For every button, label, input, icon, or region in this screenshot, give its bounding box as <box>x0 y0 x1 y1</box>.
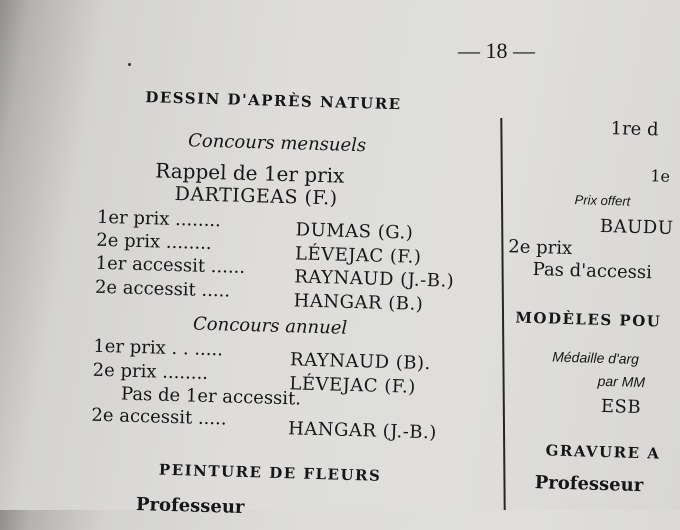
entry-rank: 1er prix <box>93 335 167 359</box>
list-item <box>96 206 222 232</box>
entry-dots: ........ <box>161 361 209 384</box>
entry-rank: 1er prix <box>96 206 170 230</box>
list-item <box>96 229 212 255</box>
right-line-2: 1e <box>650 166 671 186</box>
right-pas-accessit: Pas d'accessi <box>532 258 653 284</box>
list-item <box>95 252 246 278</box>
professeur-partial: Professeur <box>135 493 245 519</box>
column-divider <box>500 118 505 510</box>
ink-speck <box>128 63 131 66</box>
entry-dots: ..... <box>197 407 227 430</box>
list-item <box>93 335 224 361</box>
subsection-title-annuel: Concours annuel <box>192 313 348 339</box>
list-item <box>92 359 209 384</box>
par-mm-line: par MM <box>597 372 646 391</box>
section-title-modeles: MODÈLES POU <box>515 308 662 331</box>
list-item <box>91 404 227 430</box>
entry-name: RAYNAUD (J.-B.) <box>294 266 455 292</box>
entry-rank: 1er accessit <box>95 252 206 277</box>
entry-rank: 2e prix <box>92 359 157 383</box>
entry-dots: ........ <box>174 208 222 232</box>
right-prix-2: 2e prix <box>508 236 573 260</box>
entry-name: LÉVEJAC (F.) <box>294 243 422 268</box>
entry-name: HANGAR (J.-B.) <box>287 418 438 444</box>
right-line-1: 1re d <box>610 118 659 141</box>
entry-rank: 2e accessit <box>94 276 197 301</box>
pas-accessit-note: Pas de 1er accessit. <box>120 383 302 410</box>
section-title-dessin: DESSIN D'APRÈS NATURE <box>145 88 402 114</box>
rappel-label: Rappel de 1er prix <box>154 158 345 188</box>
section-title-peinture: PEINTURE DE FLEURS <box>158 460 382 485</box>
subsection-title-mensuels: Concours mensuels <box>187 130 367 157</box>
entry-rank: 2e accessit <box>91 404 193 429</box>
baudu-name: BAUDU <box>599 215 674 239</box>
entry-name: HANGAR (B.) <box>293 290 424 315</box>
entry-name: RAYNAUD (B). <box>289 349 432 375</box>
entry-name: LÉVEJAC (F.) <box>289 373 417 398</box>
prix-offert: Prix offert <box>574 192 631 209</box>
medaille-line: Médaille d'arg <box>552 348 640 367</box>
entry-dots: . . ..... <box>171 337 224 361</box>
entry-dots: ...... <box>210 255 246 278</box>
rappel-name: DARTIGEAS (F.) <box>174 182 338 210</box>
right-professeur: Professeur <box>534 472 644 497</box>
entry-name: DUMAS (G.) <box>295 219 414 244</box>
entry-dots: ..... <box>201 279 231 302</box>
page-number: — 18 — <box>458 38 535 63</box>
esb-name: ESB <box>600 395 642 419</box>
entry-rank: 2e prix <box>96 229 161 253</box>
entry-dots: ........ <box>165 231 212 255</box>
list-item <box>94 276 231 302</box>
section-title-gravure: GRAVURE A <box>545 441 661 463</box>
